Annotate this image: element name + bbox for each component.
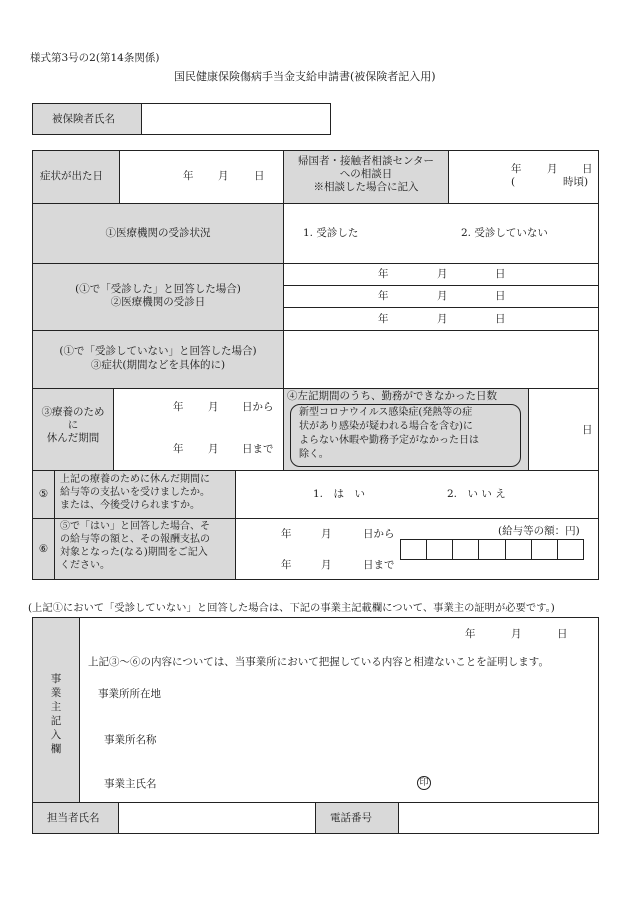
q6-from: 日から xyxy=(363,528,395,540)
consult-label-3: ※相談した場合に記入 xyxy=(313,181,419,193)
q6-label-2: の給与等の額と、その報酬支払の xyxy=(60,534,210,545)
q5-label-2: 給与等の支払いを受けましたか。 xyxy=(60,487,210,498)
q1-option-no[interactable]: 2. 受診していない xyxy=(461,227,548,239)
q5-option-no[interactable]: 2. い い え xyxy=(447,488,506,500)
leave-label-3: 休んだ期間 xyxy=(46,432,100,444)
q6-to: 日まで xyxy=(363,559,395,571)
q4-title: ④左記期間のうち、勤務ができなかった日数 xyxy=(287,390,497,402)
seal-mark: 印 xyxy=(417,776,431,790)
leave-from: 日から xyxy=(242,401,274,413)
employer-side-label: 事 業 主 記 入 欄 xyxy=(50,673,62,755)
q3-label-2: ③症状(期間などを具体的に) xyxy=(90,359,226,371)
consult-date-field[interactable] xyxy=(449,151,598,203)
employer-section xyxy=(32,617,599,803)
staff-name-label: 担当者氏名 xyxy=(47,812,100,824)
q4-note-4: 除く。 xyxy=(299,449,329,460)
insured-name-label: 被保険者氏名 xyxy=(52,113,115,125)
q4-note-3: よらない休暇や勤務予定がなかった日は xyxy=(299,435,479,446)
amount-digit-box[interactable] xyxy=(427,539,453,560)
q6-label-3: 対象となった(なる)期間をご記入 xyxy=(60,547,208,558)
symptom-date-field[interactable] xyxy=(119,151,283,203)
q4-days-field[interactable] xyxy=(529,389,598,470)
employer-note: (上記①において「受診していない」と回答した場合は、下記の事業主記載欄について、事業主の証明が必要です。) xyxy=(28,602,555,614)
leave-to: 日まで xyxy=(242,443,274,455)
q6-number: ⑥ xyxy=(38,543,49,555)
q1-label: ①医療機関の受診状況 xyxy=(105,227,211,239)
phone-label: 電話番号 xyxy=(330,812,372,824)
amount-digit-box[interactable] xyxy=(558,539,584,560)
employer-owner-label: 事業主氏名 xyxy=(104,778,157,790)
employer-certification: 上記③～⑥の内容については、当事業所において把握している内容と相違ないことを証明します。 xyxy=(88,656,549,668)
form-number: 様式第3号の2(第14条関係) xyxy=(30,52,160,64)
q4-note-1: 新型コロナウイルス感染症(発熱等の症 xyxy=(299,407,473,418)
symptom-date-label: 症状が出た日 xyxy=(40,170,103,182)
q6-amount-label: (給与等の額：円) xyxy=(498,525,580,537)
leave-label-2: に xyxy=(67,419,79,431)
amount-digit-box[interactable] xyxy=(453,539,479,560)
staff-name-field[interactable] xyxy=(119,803,315,833)
q5-label-3: または、今後受けられますか。 xyxy=(60,500,200,511)
amount-digit-box[interactable] xyxy=(532,539,558,560)
q2-label-2: ②医療機関の受診日 xyxy=(110,296,206,308)
q5-number: ⑤ xyxy=(38,488,49,500)
form-title: 国民健康保険傷病手当金支給申請書(被保険者記入用) xyxy=(174,70,436,83)
employer-office-label: 事業所名称 xyxy=(104,734,157,746)
consult-label-2: への相談日 xyxy=(339,168,393,180)
q1-option-yes[interactable]: 1. 受診した xyxy=(303,227,359,239)
insured-name-field[interactable] xyxy=(141,103,331,135)
q4-note-2: 状があり感染が疑われる場合を含む)に xyxy=(299,421,473,432)
amount-digit-box[interactable] xyxy=(506,539,532,560)
q6-amount-boxes xyxy=(400,539,584,560)
consult-label-1: 帰国者・接触者相談センター xyxy=(297,155,435,167)
amount-digit-box[interactable] xyxy=(400,539,427,560)
q3-label-1: (①で「受診していない」と回答した場合) xyxy=(59,345,257,357)
employer-address-label: 事業所所在地 xyxy=(98,688,161,700)
q2-label-1: (①で「受診した」と回答した場合) xyxy=(75,283,241,295)
q4-day-unit: 日 xyxy=(582,424,593,436)
leave-label-1: ③療養のため xyxy=(41,406,105,418)
q6-label-1: ⑤で「はい」と回答した場合、そ xyxy=(60,521,210,532)
q3-symptom-field[interactable] xyxy=(284,331,598,388)
q5-option-yes[interactable]: 1. は い xyxy=(313,488,366,500)
amount-digit-box[interactable] xyxy=(479,539,505,560)
phone-field[interactable] xyxy=(398,803,598,833)
q5-label-1: 上記の療養のために休んだ期間に xyxy=(60,474,210,485)
q6-label-4: ください。 xyxy=(60,560,110,571)
